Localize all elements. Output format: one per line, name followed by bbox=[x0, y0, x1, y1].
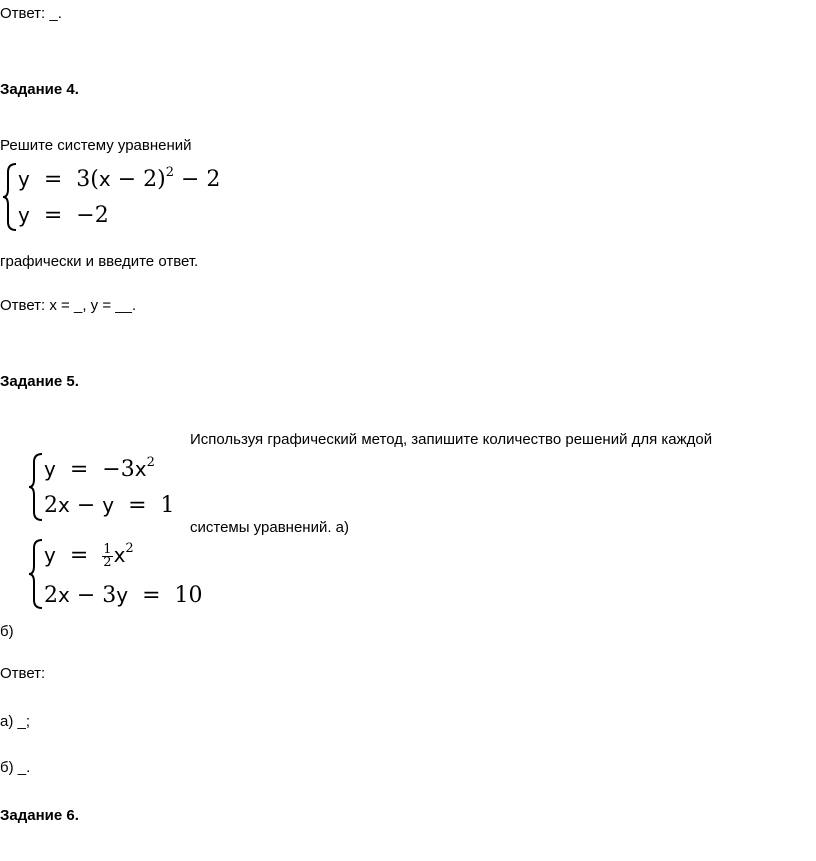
left-brace-icon bbox=[28, 452, 44, 522]
task-4-title: Задание 4. bbox=[0, 81, 79, 98]
equation-row-2: 2x − y = 1 bbox=[44, 493, 175, 518]
equation-row-1: $y = -3x^2$ bbox=[44, 455, 155, 482]
task-4-answer: Ответ: x = _, y = __. bbox=[0, 297, 137, 314]
equation-system-task-5b bbox=[28, 538, 203, 612]
task-4-prompt: Решите систему уравнений bbox=[0, 137, 192, 154]
task-6-title: Задание 6. bbox=[0, 807, 79, 824]
task-5-answer-b: б) _. bbox=[0, 759, 31, 776]
equation-row-1: $y = 3(x - 2)^2 - 2$ bbox=[18, 165, 221, 192]
task-4-instruction: графически и введите ответ. bbox=[0, 253, 199, 270]
equation-row-1: y = $\frac{1}{2}$ $x^2$ bbox=[44, 541, 134, 570]
answer-line-top: Ответ: _. bbox=[0, 5, 62, 22]
task-5-prompt-line-1: Используя графический метод, запишите количество решений для каждой bbox=[190, 431, 713, 448]
task-5-answer-a: а) _; bbox=[0, 713, 31, 730]
task-5-answer-label: Ответ: bbox=[0, 665, 46, 682]
left-brace-icon bbox=[28, 538, 44, 610]
equation-row-2: y = −2 bbox=[18, 203, 109, 228]
equation-system-task-5a bbox=[28, 452, 178, 524]
task-5-prompt-line-2: системы уравнений. а) bbox=[190, 519, 350, 536]
equation-row-2: 2x − 3y = 10 bbox=[44, 583, 203, 608]
fraction-one-half: $\frac{1}{2}$ bbox=[103, 541, 112, 570]
task-5-b-label: б) bbox=[0, 623, 14, 640]
equation-system-task-4 bbox=[2, 162, 222, 234]
task-5-title: Задание 5. bbox=[0, 373, 79, 390]
left-brace-icon bbox=[2, 162, 18, 232]
